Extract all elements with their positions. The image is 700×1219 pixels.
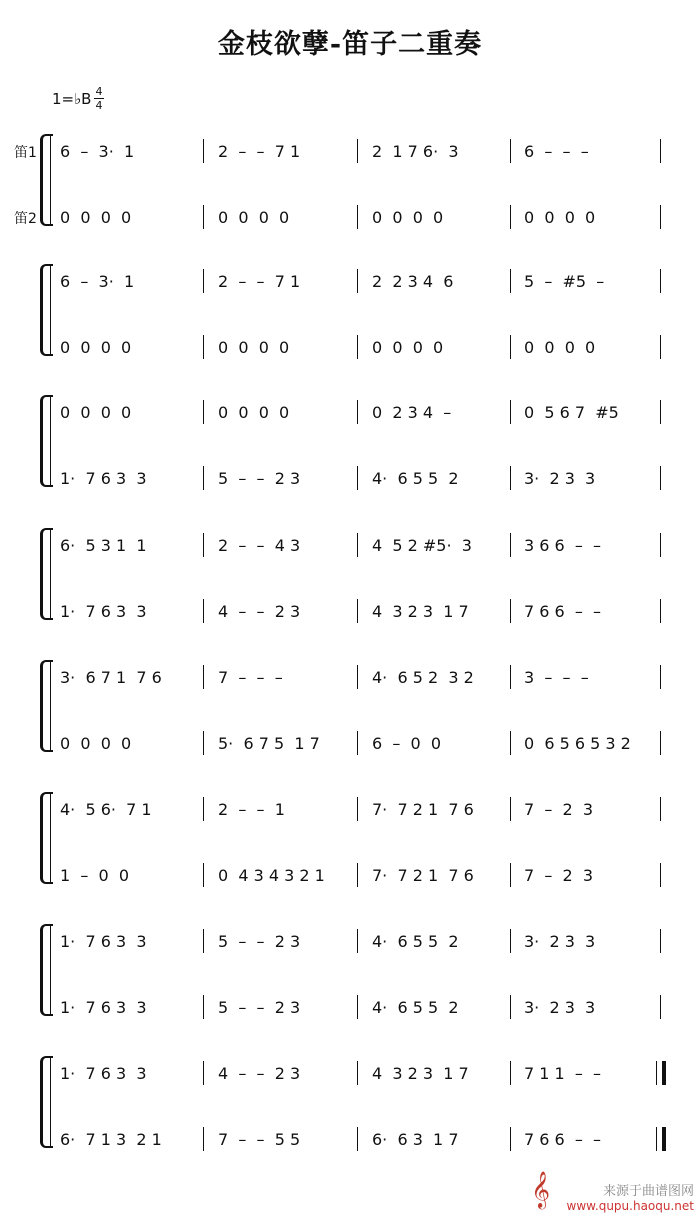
measure: 0 0 0 0	[218, 208, 290, 227]
barline	[510, 929, 511, 953]
barline	[357, 533, 358, 557]
barline	[510, 863, 511, 887]
barline	[510, 400, 511, 424]
measure: 1· 7 6 3 3	[60, 932, 147, 951]
part-label-flute2: 笛2	[14, 211, 37, 227]
staff-top	[0, 536, 620, 560]
barline	[510, 466, 511, 490]
measure: 0 0 0 0	[60, 403, 132, 422]
barline	[660, 205, 661, 229]
barline	[203, 731, 204, 755]
barline	[203, 863, 204, 887]
measure: 4 3 2 3 1 7	[372, 1064, 469, 1083]
measure: 5 – – 2 3	[218, 998, 301, 1017]
measure: 0 0 0 0	[524, 338, 596, 357]
watermark	[567, 1180, 694, 1213]
measure: 4· 6 5 5 2	[372, 998, 459, 1017]
staff-bottom	[0, 338, 620, 362]
staff-top	[0, 1064, 620, 1088]
measure: 3· 2 3 3	[524, 998, 596, 1017]
measure: 7· 7 2 1 7 6	[372, 866, 474, 885]
measure: 3· 6 7 1 7 6	[60, 668, 162, 687]
measure: 7 – 2 3	[524, 800, 594, 819]
measure: 2 – – 1	[218, 800, 285, 819]
page-title: 金枝欲孽-笛子二重奏	[217, 29, 483, 60]
staff-top	[0, 272, 620, 296]
measure: 2 – – 4 3	[218, 536, 301, 555]
measure: 6 – 0 0	[372, 734, 442, 753]
staff-top	[0, 932, 620, 956]
barline	[203, 400, 204, 424]
barline	[660, 599, 661, 623]
measure: 7 – – 5 5	[218, 1130, 301, 1149]
system-2	[0, 272, 700, 392]
final-barline	[662, 1061, 666, 1085]
barline	[510, 797, 511, 821]
barline	[203, 599, 204, 623]
barline	[510, 139, 511, 163]
staff-bottom	[0, 998, 620, 1022]
measure: 0 0 0 0	[60, 208, 132, 227]
system-4	[0, 536, 700, 656]
barline	[203, 335, 204, 359]
barline	[357, 1061, 358, 1085]
barline	[203, 466, 204, 490]
staff-bottom	[0, 734, 631, 758]
measure: 0 0 0 0	[60, 338, 132, 357]
measure: 6 – 3· 1	[60, 272, 135, 291]
measure: 1· 7 6 3 3	[60, 602, 147, 621]
barline	[510, 731, 511, 755]
time-top: 4	[95, 85, 103, 98]
measure: 2 – – 7 1	[218, 142, 301, 161]
final-barline-thin	[656, 1127, 657, 1151]
measure: 3· 2 3 3	[524, 932, 596, 951]
time-signature	[94, 86, 104, 111]
system-8	[0, 1064, 700, 1184]
measure: 7 – – –	[218, 668, 283, 687]
barline	[203, 533, 204, 557]
measure: 0 0 0 0	[524, 208, 596, 227]
barline	[510, 1127, 511, 1151]
staff-bottom	[0, 866, 620, 890]
measure: 5· 6 7 5 1 7	[218, 734, 320, 753]
barline	[203, 205, 204, 229]
barline	[357, 269, 358, 293]
barline	[510, 205, 511, 229]
measure: 4 5 2 #5· 3	[372, 536, 472, 555]
staff-top	[0, 668, 620, 692]
system-6	[0, 800, 700, 920]
barline	[510, 665, 511, 689]
measure: 2 1 7 6· 3	[372, 142, 459, 161]
key-signature: 1=♭B	[52, 90, 92, 108]
measure: 0 2 3 4 –	[372, 403, 452, 422]
system-1	[0, 142, 700, 262]
measure: 4 – – 2 3	[218, 602, 301, 621]
barline	[357, 205, 358, 229]
barline	[357, 400, 358, 424]
measure: 1 – 0 0	[60, 866, 130, 885]
measure: 6 – – –	[524, 142, 589, 161]
measure: 0 4 3 4 3 2 1	[218, 866, 325, 885]
barline	[660, 466, 661, 490]
final-barline	[662, 1127, 666, 1151]
measure: 4· 6 5 5 2	[372, 932, 459, 951]
barline	[203, 1127, 204, 1151]
measure: 7· 7 2 1 7 6	[372, 800, 474, 819]
measure: 1· 7 6 3 3	[60, 1064, 147, 1083]
barline	[203, 665, 204, 689]
barline	[510, 599, 511, 623]
barline	[660, 797, 661, 821]
measure: 6· 6 3 1 7	[372, 1130, 459, 1149]
barline	[510, 335, 511, 359]
barline	[660, 995, 661, 1019]
barline	[203, 1061, 204, 1085]
barline	[660, 139, 661, 163]
barline	[357, 139, 358, 163]
system-3	[0, 403, 700, 523]
barline	[357, 599, 358, 623]
barline	[357, 665, 358, 689]
measure: 7 6 6 – –	[524, 602, 602, 621]
barline	[660, 533, 661, 557]
time-bottom: 4	[95, 99, 103, 112]
staff-bottom	[0, 208, 620, 232]
measure: 4· 5 6· 7 1	[60, 800, 152, 819]
barline	[357, 797, 358, 821]
barline	[510, 995, 511, 1019]
measure: 3· 2 3 3	[524, 469, 596, 488]
barline	[357, 466, 358, 490]
watermark-line2: www.qupu.haoqu.net	[566, 1199, 694, 1213]
measure: 6· 5 3 1 1	[60, 536, 147, 555]
measure: 6 – 3· 1	[60, 142, 135, 161]
treble-clef-icon: 𝄞	[531, 1170, 550, 1208]
measure: 0 0 0 0	[372, 208, 444, 227]
barline	[357, 335, 358, 359]
measure: 0 0 0 0	[372, 338, 444, 357]
measure: 0 0 0 0	[60, 734, 132, 753]
staff-top	[0, 142, 620, 166]
barline	[357, 1127, 358, 1151]
barline	[203, 797, 204, 821]
barline	[357, 863, 358, 887]
staff-bottom	[0, 1130, 620, 1154]
measure: 1· 7 6 3 3	[60, 998, 147, 1017]
barline	[660, 269, 661, 293]
barline	[660, 335, 661, 359]
measure: 0 0 0 0	[218, 403, 290, 422]
final-barline-thin	[656, 1061, 657, 1085]
barline	[203, 139, 204, 163]
barline	[510, 269, 511, 293]
barline	[357, 995, 358, 1019]
measure: 3 – – –	[524, 668, 589, 687]
barline	[203, 995, 204, 1019]
barline	[203, 929, 204, 953]
measure: 7 – 2 3	[524, 866, 594, 885]
barline	[510, 533, 511, 557]
measure: 5 – – 2 3	[218, 469, 301, 488]
staff-bottom	[0, 602, 620, 626]
barline	[660, 863, 661, 887]
part-label-flute1: 笛1	[14, 145, 37, 161]
measure: 4· 6 5 2 3 2	[372, 668, 474, 687]
measure: 0 0 0 0	[218, 338, 290, 357]
measure: 1· 7 6 3 3	[60, 469, 147, 488]
measure: 4 3 2 3 1 7	[372, 602, 469, 621]
barline	[357, 731, 358, 755]
measure: 0 5 6 7 #5	[524, 403, 619, 422]
barline	[357, 929, 358, 953]
measure: 4 – – 2 3	[218, 1064, 301, 1083]
measure: 6· 7 1 3 2 1	[60, 1130, 162, 1149]
barline	[660, 665, 661, 689]
measure: 0 6 5 6 5 3 2	[524, 734, 631, 753]
staff-bottom	[0, 469, 620, 493]
staff-top	[0, 403, 620, 427]
measure: 7 6 6 – –	[524, 1130, 602, 1149]
staff-top	[0, 800, 620, 824]
barline	[660, 929, 661, 953]
system-5	[0, 668, 700, 788]
barline	[660, 400, 661, 424]
measure: 7 1 1 – –	[524, 1064, 602, 1083]
barline	[203, 269, 204, 293]
watermark-line1: 来源于曲谱图网	[602, 1184, 694, 1199]
measure: 5 – – 2 3	[218, 932, 301, 951]
barline	[510, 1061, 511, 1085]
measure: 2 – – 7 1	[218, 272, 301, 291]
measure: 3 6 6 – –	[524, 536, 602, 555]
measure: 4· 6 5 5 2	[372, 469, 459, 488]
measure: 5 – #5 –	[524, 272, 605, 291]
system-7	[0, 932, 700, 1052]
measure: 2 2 3 4 6	[372, 272, 454, 291]
barline	[660, 731, 661, 755]
